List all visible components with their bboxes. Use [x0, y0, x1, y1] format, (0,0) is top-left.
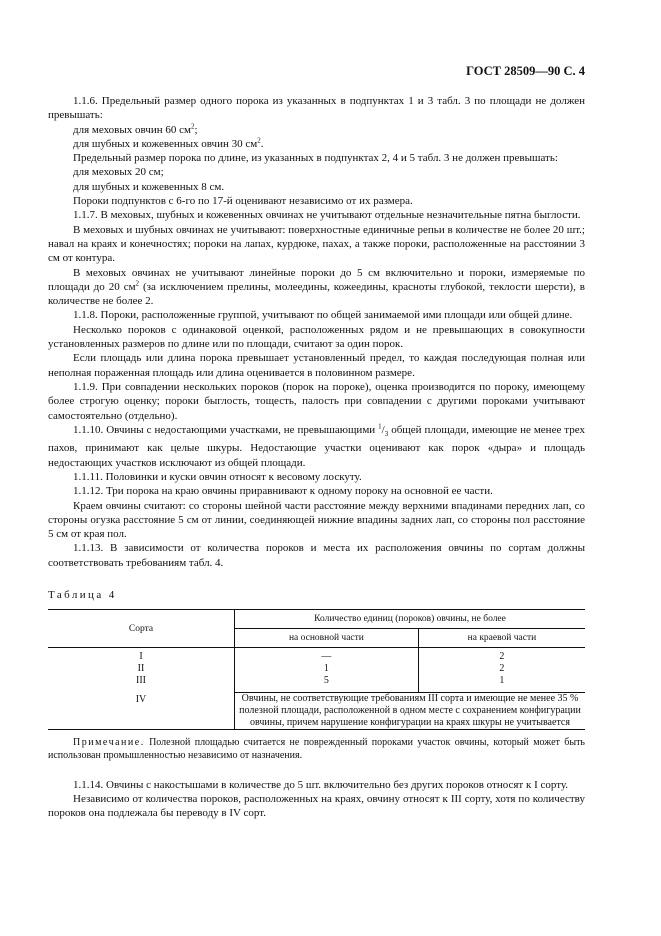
table-row: [48, 663, 585, 675]
table-note: [48, 736, 585, 762]
table-row: [48, 692, 585, 729]
text: В меховых овчинах не учитывают линейные пороки до 5 см включительно и пороки, измеряемые по площади до 20 см: [48, 266, 585, 293]
paragraph: 1.1.9. При совпадении нескольких пороков (порок на пороке), оценка производится по пороку, имеющему более строгую оценку; пороки быглость, тощесть, палость при совпадении с другими пороками учитывают самостоятельно (отдельно).: [48, 380, 585, 422]
grades-table: [48, 609, 585, 729]
text: (за исключением прелины, молеедины, кожеедины, красноты глубокой, теклости шерсти), в количестве не более 2.: [48, 280, 585, 308]
cell-main: 5: [235, 675, 419, 692]
paragraph: [48, 266, 585, 309]
paragraph: 1.1.8. Пороки, расположенные группой, учитывают по общей занимаемой ими площади или общей длине.: [73, 309, 573, 322]
paragraph: для шубных и кожевенных овчин 30 $см^2$.: [73, 136, 264, 150]
cell-sort: III: [48, 675, 235, 692]
cell-sort: I: [48, 648, 235, 664]
paragraph: Несколько пороков с одинаковой оценкой, расположенных рядом и не превышающих в совокупности установленных размеров по длине или по площади, считают за один порок.: [48, 323, 585, 351]
text: для шубных и кожевенных овчин 30 см: [73, 137, 258, 150]
col-sort-header: Сорта: [48, 610, 235, 648]
paragraph: 1.1.14. Овчины с накостышами в количестве до 5 шт. включительно без других пороков относят к I сорту.: [73, 778, 569, 791]
table-header-row: [48, 610, 585, 629]
table-row: [48, 675, 585, 692]
paragraph: Пороки подпунктов с 6-го по 17-й оценивают независимо от их размера.: [73, 195, 413, 208]
paragraph: Независимо от количества пороков, расположенных на краях, овчину относят к III сорту, хотя по количеству пороков она подлежала бы переводу в IV сорт.: [48, 793, 585, 820]
col-main-header: на основной части: [235, 629, 419, 648]
paragraph: 1.1.12. Три порока на краю овчины приравнивают к одному пороку на основной ее части.: [73, 485, 493, 498]
paragraph: 1.1.10. Овчины с недостающими участками, не превышающими $^1/_3$ общей площади, имеющие не менее трех пахов, принимают как целые шкуры. Недостающие участки оценивают как порок «дыра» и площадь недостающих участков исключают из общей площади.: [48, 422, 585, 469]
paragraph: В меховых и шубных овчинах не учитывают: поверхностные единичные репьи в количестве не более 20 шт.; навал на краях и конечностях; пороки на лапах, курдюке, пахах, а также пороки, расположенные на расстоянии 3 см от контура.: [48, 223, 585, 265]
page-header: ГОСТ 28509—90 С. 4: [466, 64, 585, 78]
paragraph: Если площадь или длина порока превышает установленный предел, то каждая последующая полная или неполная пораженная площадь или длина оценивается в половинном размере.: [48, 352, 585, 379]
paragraph: 1.1.7. В меховых, шубных и кожевенных овчинах не учитывают отдельные незначительные пятна быглости.: [73, 209, 581, 222]
cell-iv-description: Овчины, не соответствующие требованиям III сорта и имеющие не менее 35 % полезной площади, расположенной в одном месте с сохранением конфигурации овчины, причем нарушение конфигурации на краях шкуры не учитывается: [235, 692, 586, 729]
paragraph: Предельный размер порока по длине, из указанных в подпунктах 2, 4 и 5 табл. 3 не должен превышать:: [73, 152, 558, 165]
paragraph: 1.1.13. В зависимости от количества пороков и места их расположения овчины по сортам должны соответствовать требованиям табл. 4.: [48, 542, 585, 569]
text: 1.1.10. Овчины с недостающими участками, не превышающими: [73, 423, 379, 436]
col-qty-header: Количество единиц (пороков) овчины, не более: [235, 610, 586, 629]
text: для меховых овчин 60 см: [73, 123, 191, 136]
text: общей площади, имеющие не менее трех пахов, принимают как целые шкуры. Недостающие участки оценивают как порок «дыра» и площадь недостающих участков исключают из общей площади.: [48, 423, 585, 469]
superscript: 2: [190, 121, 195, 130]
cell-edge: 2: [499, 651, 505, 663]
paragraph: 1.1.11. Половинки и куски овчин относят к весовому лоскуту.: [73, 470, 362, 483]
paragraph: Краем овчины считают: со стороны шейной части расстояние между верхними впадинами передних лап, со стороны огузка расстояние 5 см от линии, соединяющей нижние впадины задних лап, со стороны пол расстояние 5 см от края пол.: [48, 499, 585, 541]
cell-edge: 1: [499, 675, 505, 687]
paragraph: для меховых 20 см;: [73, 166, 164, 179]
cell-main: 1: [235, 663, 419, 675]
note-text: Полезной площадью считается не поврежденный пороками участок овчины, который может быть использован промышленностью независимо от назначения.: [48, 736, 585, 761]
fraction-numerator: 1: [378, 422, 382, 431]
note-label: Примечание.: [73, 736, 145, 748]
paragraph: 1.1.6. Предельный размер одного порока из указанных в подпунктах 1 и 3 табл. 3 по площади не должен превышать:: [48, 95, 585, 122]
paragraph: для меховых овчин 60 $см^2$;: [73, 121, 198, 136]
cell-sort: IV: [48, 692, 235, 729]
superscript: 2: [257, 136, 261, 145]
cell-sort: II: [48, 663, 235, 675]
col-edge-header: на краевой части: [418, 629, 585, 648]
superscript: 2: [135, 279, 140, 288]
cell-edge: 2: [499, 663, 505, 675]
document-body: [48, 94, 585, 821]
table-bottom-rule: [48, 729, 585, 730]
table-caption: Таблица 4: [48, 588, 117, 601]
table-row: [48, 648, 585, 664]
paragraph: для шубных и кожевенных 8 см.: [73, 180, 225, 193]
cell-main: —: [235, 648, 419, 664]
fraction-denominator: 3: [384, 430, 389, 439]
